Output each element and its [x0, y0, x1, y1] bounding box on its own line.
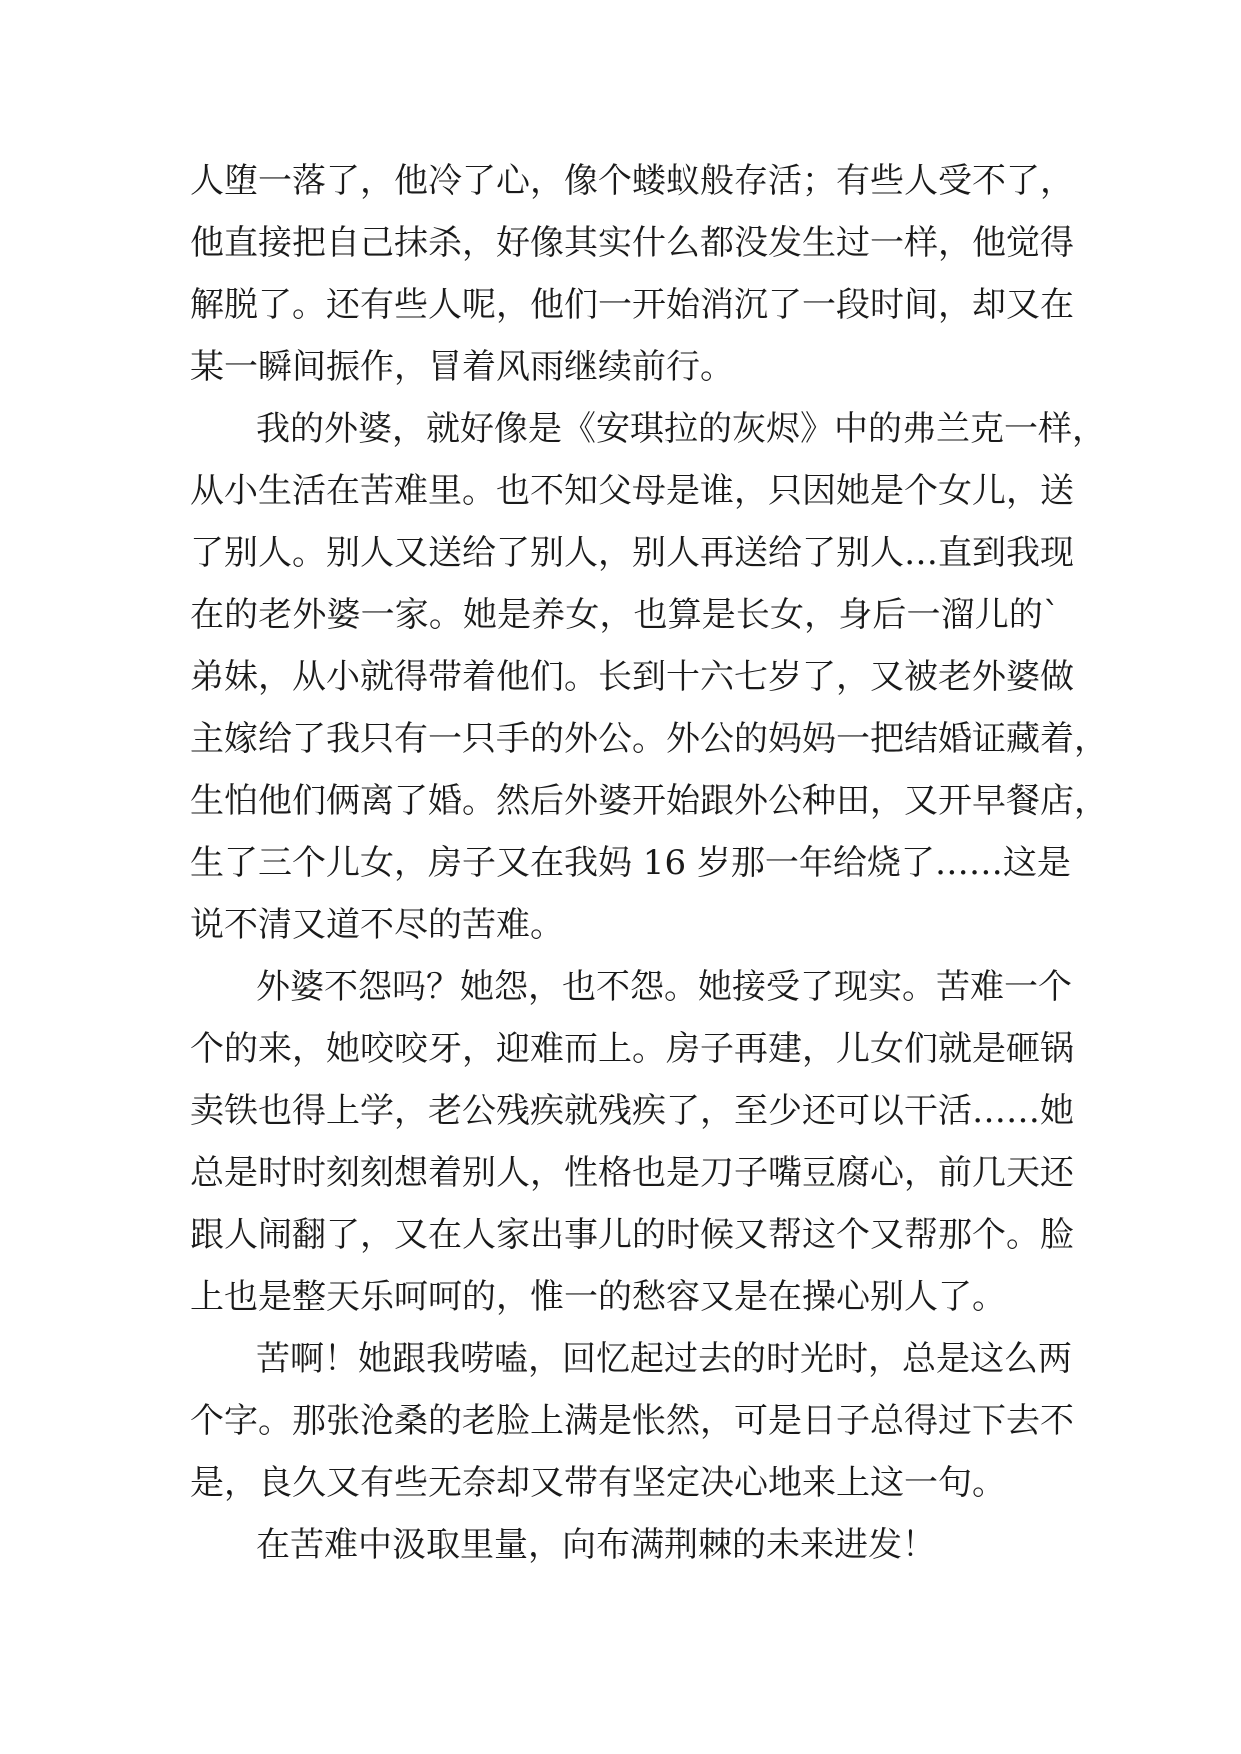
text-line: 上也是整天乐呵呵的，惟一的愁容又是在操心别人了。 — [190, 1277, 1006, 1317]
text-line: 生了三个儿女，房子又在我妈 16 岁那一年给烧了……这是 — [190, 843, 1071, 883]
text-line: 外婆不怨吗？她怨，也不怨。她接受了现实。苦难一个 — [256, 967, 1072, 1007]
text-line: 从小生活在苦难里。也不知父母是谁，只因她是个女儿，送 — [190, 471, 1074, 511]
text-line: 他直接把自己抹杀，好像其实什么都没发生过一样，他觉得 — [190, 223, 1074, 263]
text-line: 主嫁给了我只有一只手的外公。外公的妈妈一把结婚证藏着， — [190, 719, 1108, 759]
text-line: 在的老外婆一家。她是养女，也算是长女，身后一溜儿的` — [190, 595, 1060, 635]
text-line: 某一瞬间振作，冒着风雨继续前行。 — [190, 347, 734, 387]
text-line: 生怕他们俩离了婚。然后外婆开始跟外公种田，又开早餐店， — [190, 781, 1108, 821]
text-line: 是，良久又有些无奈却又带有坚定决心地来上这一句。 — [190, 1463, 1006, 1503]
text-line: 个的来，她咬咬牙，迎难而上。房子再建，儿女们就是砸锅 — [190, 1029, 1074, 1069]
text-line: 个字。那张沧桑的老脸上满是怅然，可是日子总得过下去不 — [190, 1401, 1074, 1441]
text-line: 卖铁也得上学，老公残疾就残疾了，至少还可以干活……她 — [190, 1091, 1074, 1131]
text-line: 跟人闹翻了，又在人家出事儿的时候又帮这个又帮那个。脸 — [190, 1215, 1074, 1255]
text-line: 说不清又道不尽的苦难。 — [190, 905, 564, 945]
text-line: 了别人。别人又送给了别人，别人再送给了别人…直到我现 — [190, 533, 1074, 573]
text-line: 苦啊！她跟我唠嗑，回忆起过去的时光时，总是这么两 — [256, 1339, 1072, 1379]
text-line: 弟妹，从小就得带着他们。长到十六七岁了，又被老外婆做 — [190, 657, 1074, 697]
text-line: 解脱了。还有些人呢，他们一开始消沉了一段时间，却又在 — [190, 285, 1074, 325]
text-line: 人堕一落了，他冷了心，像个蝼蚁般存活；有些人受不了， — [190, 161, 1074, 201]
text-line: 在苦难中汲取里量，向布满荆棘的未来进发！ — [256, 1525, 936, 1565]
text-line: 我的外婆，就好像是《安琪拉的灰烬》中的弗兰克一样， — [256, 409, 1106, 449]
text-line: 总是时时刻刻想着别人，性格也是刀子嘴豆腐心，前几天还 — [190, 1153, 1074, 1193]
document-body — [190, 150, 1108, 1576]
